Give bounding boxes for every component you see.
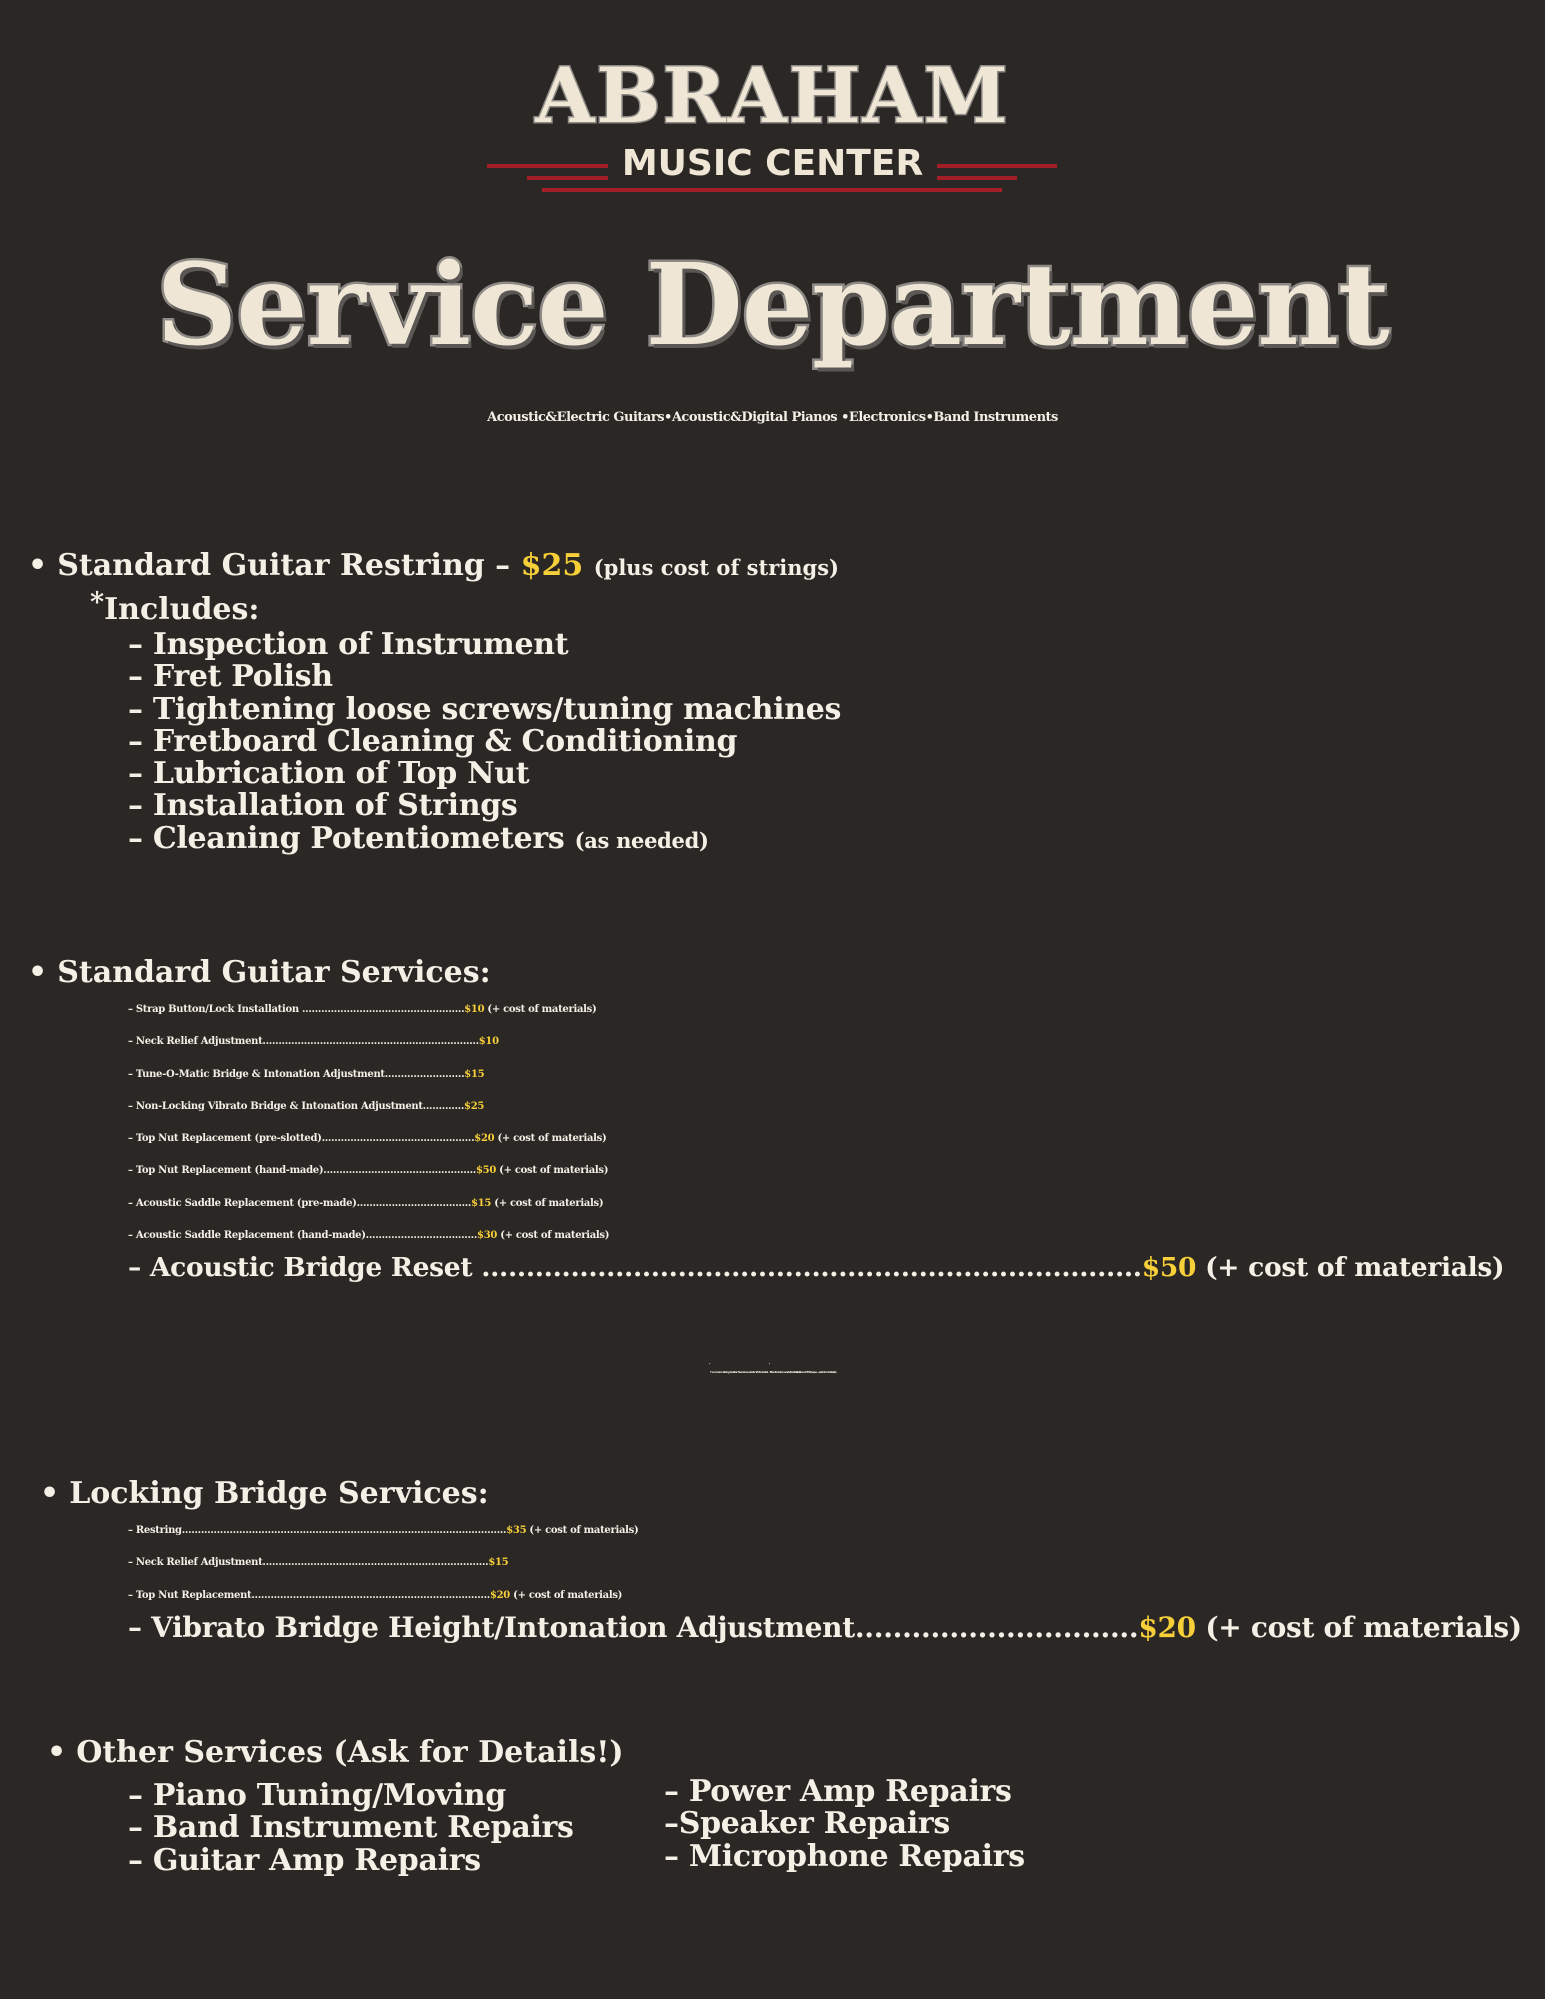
bullet-icon: • xyxy=(28,955,48,990)
locking-services-section xyxy=(40,1476,1522,1644)
service-price: $20 xyxy=(489,1589,510,1601)
standard-services-section xyxy=(28,955,1504,1285)
list-item xyxy=(128,820,841,857)
service-name: – Tune-O-Matic Bridge & Intonation Adjustment......................... xyxy=(128,1068,465,1080)
service-price: $50 xyxy=(1141,1252,1197,1284)
list-item-text: – Cleaning Potentiometers xyxy=(128,820,565,856)
heading-text: Standard Guitar Services: xyxy=(57,955,491,990)
service-name: – Vibrato Bridge Height/Intonation Adjustment.............................. xyxy=(128,1610,1139,1644)
bullet-icon: • xyxy=(40,1476,60,1511)
service-price: $35 xyxy=(506,1525,527,1536)
list-item: – Microphone Repairs xyxy=(664,1838,1025,1874)
includes-label: Includes: xyxy=(104,592,260,627)
service-name: – Acoustic Saddle Replacement (hand-made)................................... xyxy=(128,1230,478,1242)
service-price: $15 xyxy=(464,1068,485,1080)
service-extra: (+ cost of materials) xyxy=(495,1165,609,1177)
price-row xyxy=(128,1123,1504,1155)
standard-services-heading xyxy=(28,955,1504,990)
service-extra: (+ cost of materials) xyxy=(491,1197,604,1209)
price-row xyxy=(128,1220,1504,1252)
restring-section xyxy=(28,548,841,857)
restring-label: Standard Guitar Restring – xyxy=(57,548,521,583)
footnote xyxy=(0,1362,1545,1374)
list-item: – Power Amp Repairs xyxy=(664,1774,1012,1809)
other-services-left-list xyxy=(128,1780,574,1877)
list-item: – Piano Tuning/Moving xyxy=(128,1778,506,1813)
service-extra: (+ cost of materials) xyxy=(484,1004,597,1015)
price-list xyxy=(128,994,1504,1285)
asterisk: * xyxy=(90,587,105,618)
service-price: $30 xyxy=(477,1230,498,1242)
list-item: – Guitar Amp Repairs xyxy=(128,1842,481,1878)
service-extra: (+ cost of materials) xyxy=(509,1589,623,1601)
service-name: – Strap Button/Lock Installation ................................................... xyxy=(128,1004,465,1015)
service-price: $15 xyxy=(471,1197,492,1209)
price-row xyxy=(128,1580,1522,1612)
list-item: – Fretboard Cleaning & Conditioning xyxy=(128,723,738,759)
list-item: – Band Instrument Repairs xyxy=(128,1810,574,1846)
service-price: $50 xyxy=(476,1165,496,1177)
price-row xyxy=(128,1252,1504,1284)
list-item: – Inspection of Instrument xyxy=(128,627,569,662)
page-title: Service Department xyxy=(156,240,1389,371)
asterisk: * xyxy=(708,1362,710,1366)
heading-text: Other Services (Ask for Details!) xyxy=(76,1735,624,1770)
includes-heading xyxy=(90,587,841,627)
service-categories: Acoustic&Electric Guitars•Acoustic&Digital Pianos •Electronics•Band Instruments xyxy=(487,410,1058,425)
bullet-icon: • xyxy=(28,548,48,583)
service-price: $10 xyxy=(464,1004,485,1015)
restring-heading xyxy=(28,548,841,583)
service-name: – Top Nut Replacement........................................................................... xyxy=(128,1589,490,1601)
service-extra: (+ cost of materials) xyxy=(497,1230,610,1242)
restring-note: (plus cost of strings) xyxy=(593,555,839,580)
price-row xyxy=(128,1515,1522,1547)
service-name: – Acoustic Bridge Reset .......................................................................... xyxy=(128,1252,1142,1284)
includes-list xyxy=(128,629,841,857)
service-price: $15 xyxy=(488,1557,509,1569)
footnote-text: Electronics work/Installation of Pickups – ask for details) xyxy=(769,1370,837,1374)
list-item: – Installation of Strings xyxy=(128,788,518,824)
service-extra: (+ cost of materials) xyxy=(1196,1252,1505,1284)
service-price: $10 xyxy=(478,1036,499,1048)
logo-subtitle: MUSIC CENTER xyxy=(0,146,1545,182)
service-name: – Non-Locking Vibrato Bridge & Intonation Adjustment............. xyxy=(128,1100,465,1112)
bullet-icon: • xyxy=(47,1735,67,1770)
logo-stripe xyxy=(542,188,1002,192)
price-row xyxy=(128,1547,1522,1579)
service-price: $25 xyxy=(464,1100,485,1112)
other-services-heading xyxy=(47,1735,624,1770)
list-item: – Fret Polish xyxy=(128,659,333,695)
service-price: $20 xyxy=(1138,1610,1196,1644)
price-row xyxy=(128,1612,1522,1644)
list-item-note: (as needed) xyxy=(574,827,709,853)
list-item: – Lubrication of Top Nut xyxy=(128,756,530,792)
service-name: – Acoustic Saddle Replacement (pre-made).................................... xyxy=(128,1197,472,1209)
logo-name: ABRAHAM xyxy=(535,51,1010,140)
other-services-right-list xyxy=(664,1776,1025,1873)
price-row xyxy=(128,1091,1504,1123)
restring-price: $25 xyxy=(520,548,584,583)
service-extra: (+ cost of materials) xyxy=(1195,1610,1522,1644)
service-extra: (+ cost of materials) xyxy=(526,1525,639,1536)
store-logo xyxy=(0,51,1545,208)
service-price: $20 xyxy=(474,1133,495,1145)
locking-services-heading xyxy=(40,1476,1522,1511)
service-extra: (+ cost of materials) xyxy=(494,1133,607,1145)
price-list xyxy=(128,1515,1522,1644)
asterisk: * xyxy=(768,1362,770,1366)
service-name: – Neck Relief Adjustment....................................................................... xyxy=(128,1557,489,1569)
service-name: – Restring...................................................................................................... xyxy=(128,1525,507,1536)
service-name: – Top Nut Replacement (hand-made)................................................ xyxy=(128,1165,476,1177)
list-item: – Tightening loose screws/tuning machines xyxy=(128,691,842,727)
service-name: – Neck Relief Adjustment.................................................................... xyxy=(128,1036,479,1048)
list-item: –Speaker Repairs xyxy=(664,1806,951,1842)
price-row xyxy=(128,994,1504,1026)
service-name: – Top Nut Replacement (pre-slotted)................................................ xyxy=(128,1133,475,1145)
heading-text: Locking Bridge Services: xyxy=(69,1476,489,1511)
price-row xyxy=(128,1188,1504,1220)
other-services-section xyxy=(47,1735,624,1770)
price-row xyxy=(128,1026,1504,1058)
footnote-text: 7 or more string Guitar Services adds $5 to total. xyxy=(709,1370,769,1374)
price-row xyxy=(128,1155,1504,1187)
price-row xyxy=(128,1059,1504,1091)
